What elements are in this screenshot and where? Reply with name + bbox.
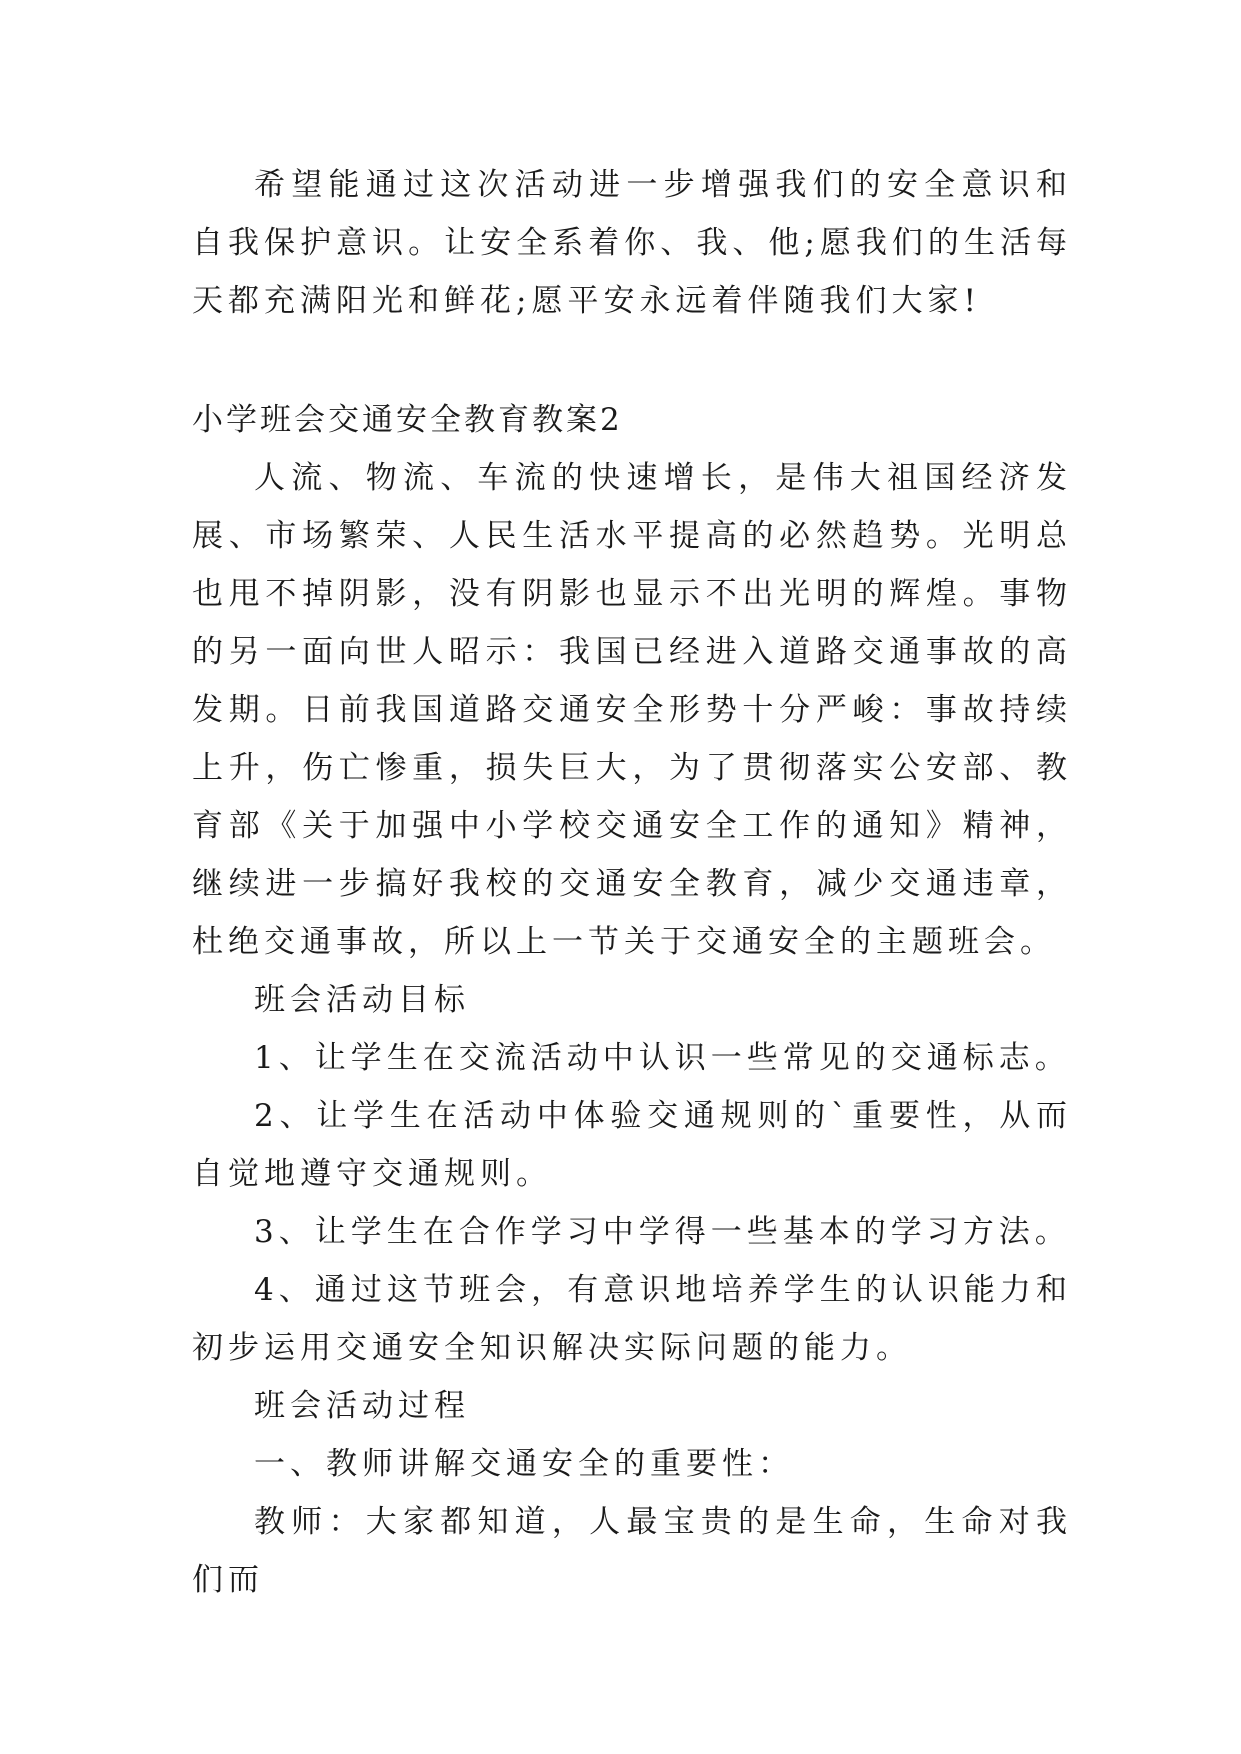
goal-item-1: 1、让学生在交流活动中认识一些常见的交通标志。 bbox=[254, 1040, 1071, 1076]
goal-item-4: 4、通过这节班会，有意识地培养学生的认识能力和初步运用交通安全知识解决实际问题的能力。 bbox=[192, 1272, 1072, 1366]
section-title: 小学班会交通安全教育教案2 bbox=[192, 402, 623, 438]
heading-activity-goals: 班会活动目标 bbox=[254, 982, 470, 1018]
process-step-1: 一、教师讲解交通安全的重要性： bbox=[254, 1446, 794, 1482]
paragraph-closing-wish: 希望能通过这次活动进一步增强我们的安全意识和自我保护意识。让安全系着你、我、他;愿我们的生活每天都充满阳光和鲜花;愿平安永远着伴随我们大家! bbox=[192, 167, 1072, 319]
heading-activity-process: 班会活动过程 bbox=[254, 1388, 470, 1424]
paragraph-background: 人流、物流、车流的快速增长，是伟大祖国经济发展、市场繁荣、人民生活水平提高的必然趋势。光明总也甩不掉阴影，没有阴影也显示不出光明的辉煌。事物的另一面向世人昭示：我国已经进入道路交通事故的高发期。日前我国道路交通安全形势十分严峻：事故持续上升，伤亡惨重，损失巨大，为了贯彻落实公安部、教育部《关于加强中小学校交通安全工作的通知》精神，继续进一步搞好我校的交通安全教育，减少交通违章，杜绝交通事故，所以上一节关于交通安全的主题班会。 bbox=[192, 460, 1072, 960]
teacher-speech: 教师：大家都知道，人最宝贵的是生命，生命对我们而 bbox=[192, 1504, 1072, 1598]
goal-item-3: 3、让学生在合作学习中学得一些基本的学习方法。 bbox=[254, 1214, 1071, 1250]
document-body bbox=[192, 156, 1072, 1609]
goal-item-2: 2、让学生在活动中体验交通规则的`重要性，从而自觉地遵守交通规则。 bbox=[192, 1098, 1072, 1192]
